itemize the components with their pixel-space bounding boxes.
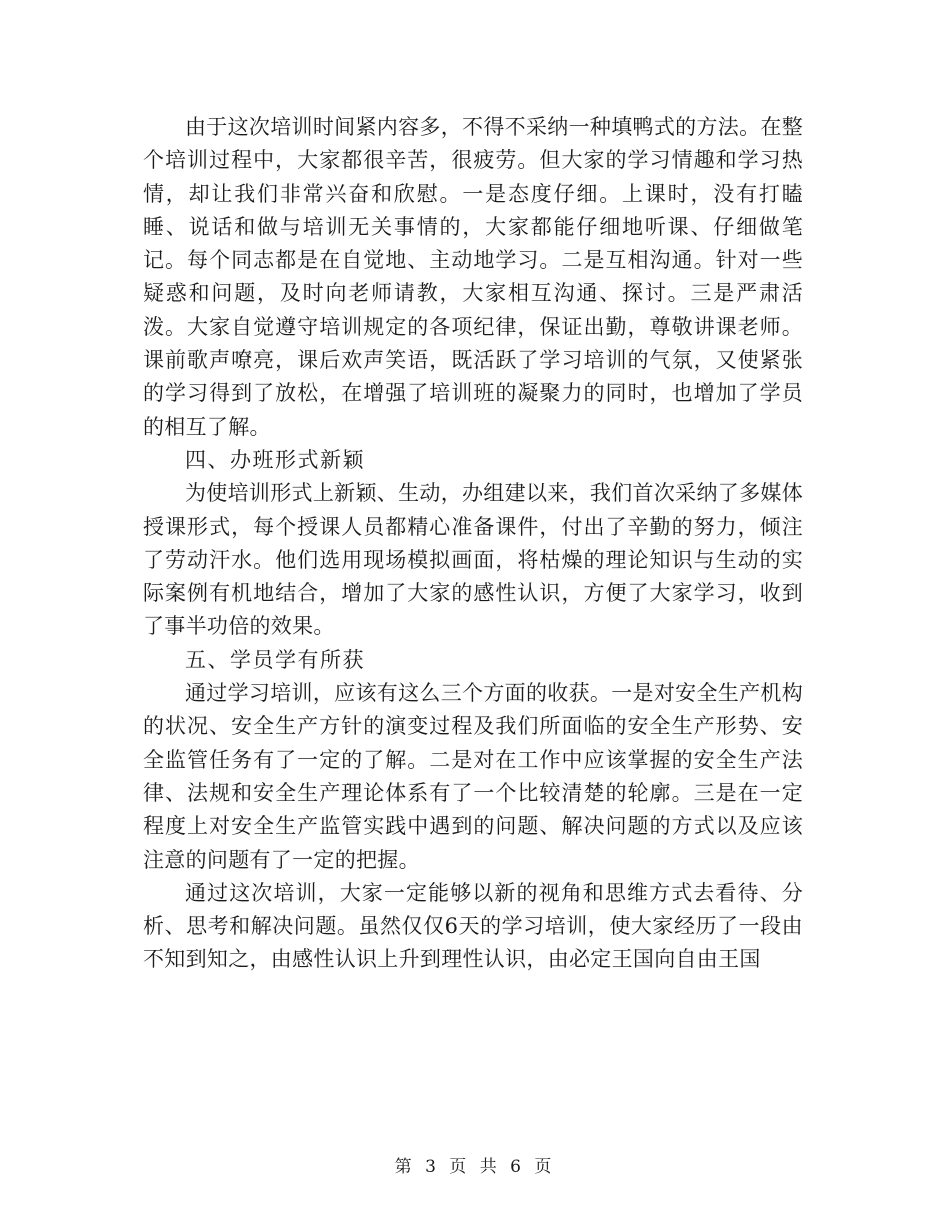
paragraph-multimedia: 为使培训形式上新颖、生动，办组建以来，我们首次采纳了多媒体授课形式，每个授课人员都精心准备课件，付出了辛勤的努力，倾注了劳动汗水。他们选用现场模拟画面，将枯燥的理论知识与生动的实际案例有机地结合，增加了大家的感性认识，方便了大家学习，收到了事半功倍的效果。 — [143, 481, 803, 639]
section-heading-five: 五、学员学有所获 — [185, 647, 365, 672]
page-number-footer: 第 3 页 共 6 页 — [394, 1157, 556, 1177]
document-body — [143, 111, 803, 977]
paragraph-gains: 通过学习培训，应该有这么三个方面的收获。一是对安全生产机构的状况、安全生产方针的演变过程及我们所面临的安全生产形势、安全监管任务有了一定的了解。二是对在工作中应该掌握的安全生产法律、法规和安全生产理论体系有了一个比较清楚的轮廓。三是在一定程度上对安全生产监管实践中遇到的问题、解决问题的方式以及应该注意的问题有了一定的把握。 — [143, 681, 803, 872]
paragraph-learning-attitude: 由于这次培训时间紧内容多，不得不采纳一种填鸭式的方法。在整个培训过程中，大家都很辛苦，很疲劳。但大家的学习情趣和学习热情，却让我们非常兴奋和欣慰。一是态度仔细。上课时，没有打瞌睡、说话和做与培训无关事情的，大家都能仔细地听课、仔细做笔记。每个同志都是在自觉地、主动地学习。二是互相沟通。针对一些疑惑和问题，及时向老师请教，大家相互沟通、探讨。三是严肃活泼。大家自觉遵守培训规定的各项纪律，保证出勤，尊敬讲课老师。课前歌声嘹亮，课后欢声笑语，既活跃了学习培训的气氛，又使紧张的学习得到了放松，在增强了培训班的凝聚力的同时，也增加了学员的相互了解。 — [143, 115, 803, 439]
paragraph-conclusion: 通过这次培训，大家一定能够以新的视角和思维方式去看待、分析、思考和解决问题。虽然仅仅6天的学习培训，使大家经历了一段由不知到知之，由感性认识上升到理性认识，由必定王国向自由王国 — [143, 880, 803, 972]
section-heading-four: 四、办班形式新颖 — [185, 447, 365, 472]
